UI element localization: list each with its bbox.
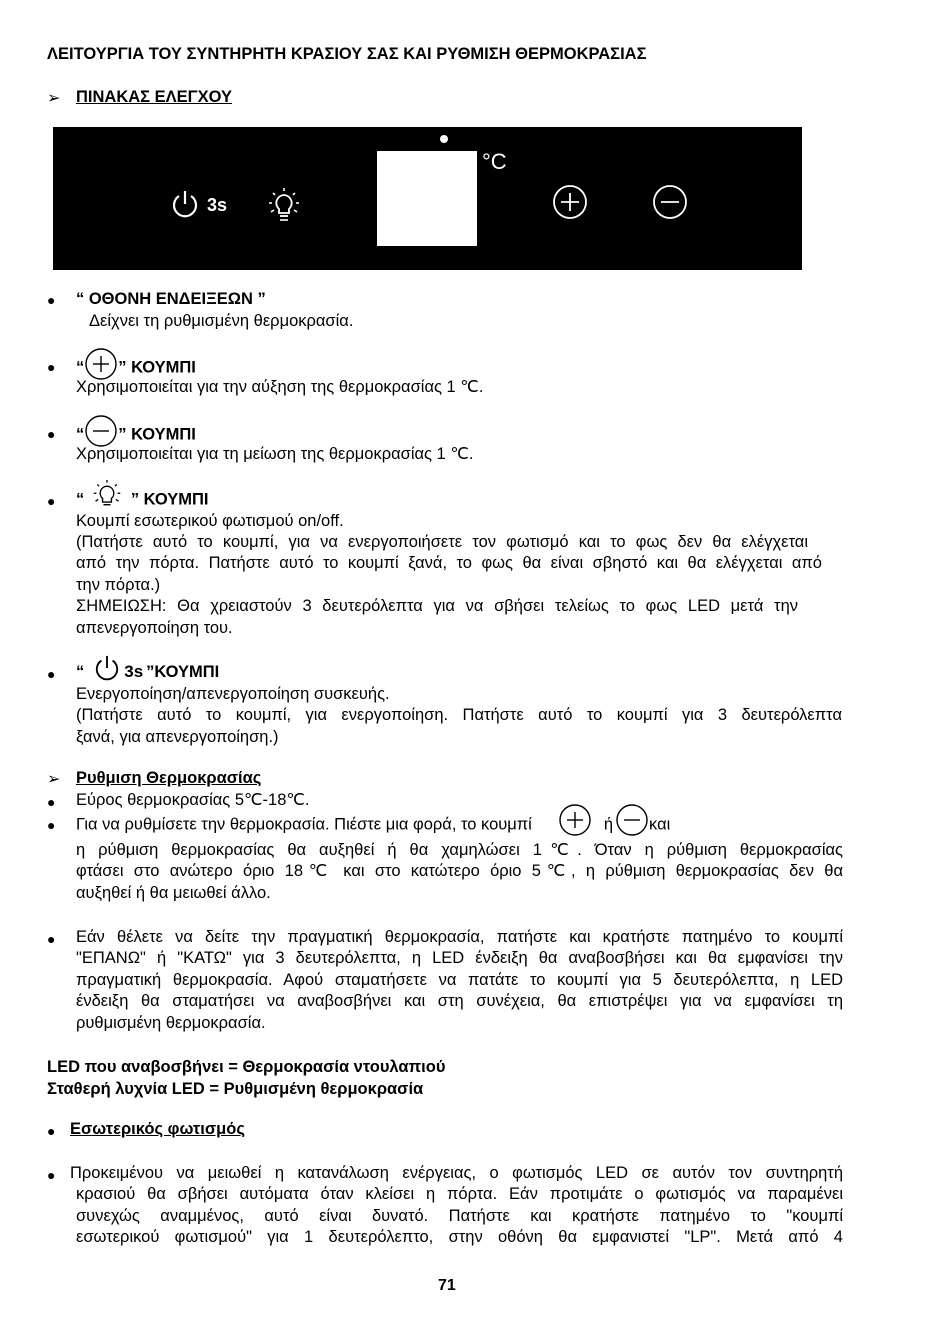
quote-open: “ xyxy=(76,358,85,377)
light-item-line: την πόρτα.) xyxy=(76,576,161,594)
section-heading-control-panel: ΠΙΝΑΚΑΣ ΕΛΕΓΧΟΥ xyxy=(76,88,232,106)
bullet-icon: ● xyxy=(47,931,56,947)
minus-item-desc: Χρησιμοποιείται για τη μείωση της θερμοκρασίας 1 ℃. xyxy=(76,445,474,463)
power-icon xyxy=(171,189,199,219)
adjust-intro xyxy=(76,813,670,837)
light-item-label: ” ΚΟΥΜΠΙ xyxy=(126,490,209,509)
page-title: ΛΕΙΤΟΥΡΓΙΑ ΤΟΥ ΣΥΝΤΗΡΗΤΗ ΚΡΑΣΙΟΥ ΣΑΣ ΚΑΙ ΡΥΘΜΙΣΗ ΘΕΡΜΟΚΡΑΣΙΑΣ xyxy=(47,45,647,63)
indicator-dot xyxy=(440,135,448,143)
power-item-heading xyxy=(76,661,219,683)
quote-open: “ xyxy=(76,490,85,509)
bullet-icon: ● xyxy=(47,817,56,833)
actual-temp-line: "ΕΠΑΝΩ" ή "ΚΑΤΩ" για 3 δευτερόλεπτα, η LED ένδειξη θα αναβοσβήσει και θα εμφανίσει την xyxy=(76,949,843,967)
bullet-icon: ● xyxy=(47,1123,56,1139)
display-item-desc: Δείχνει τη ρυθμισμένη θερμοκρασία. xyxy=(89,312,354,330)
power-duration-label: 3s xyxy=(207,195,228,215)
quote-open: “ xyxy=(76,425,85,444)
bullet-icon: ● xyxy=(47,666,56,682)
actual-temp-line: ρυθμισμένη θερμοκρασία. xyxy=(76,1014,266,1032)
adjust-line: αυξηθεί ή θα μειωθεί άλλο. xyxy=(76,884,271,902)
minus-icon xyxy=(615,803,649,837)
or-text: ή xyxy=(603,815,614,834)
lighting-line: κρασιού θα σβήσει αυτόματα όταν κλείσει η πόρτα. Εάν προτιμάτε ο φωτισμός να παραμένει xyxy=(76,1185,843,1203)
lighting-line: Προκειμένου να μειωθεί η κατανάλωση ενέργειας, ο φωτισμός LED σε αυτόν τον συντηρητή xyxy=(70,1164,843,1182)
light-bulb-icon xyxy=(267,187,301,223)
power-item-line: (Πατήστε αυτό το κουμπί, για ενεργοποίηση. Πατήστε αυτό το κουμπί για 3 δευτερόλεπτα xyxy=(76,706,842,724)
lighting-line: εσωτερικού φωτισμού" για 1 δευτερόλεπτο, στην οθόνη θα εμφανιστεί "LP". Μετά από 4 xyxy=(76,1228,843,1246)
temperature-display xyxy=(377,151,477,246)
panel-plus-button-icon xyxy=(552,184,588,220)
adjust-line: η ρύθμιση θερμοκρασίας θα αυξηθεί ή θα χαμηλώσει 1℃. Όταν η ρύθμιση θερμοκρασίας xyxy=(76,841,843,859)
actual-temp-line: πραγματική θερμοκρασία. Αφού σταματήσετε να πατάτε το κουμπί για 5 δευτερόλεπτα, η LED xyxy=(76,971,843,989)
bullet-icon: ● xyxy=(47,359,56,375)
led-note-flashing: LED που αναβοσβήνει = Θερμοκρασία ντουλαπιού xyxy=(47,1058,446,1076)
light-item-line: (Πατήστε αυτό το κουμπί, για να ενεργοποιήσετε τον φωτισμό και το φως δεν θα ελέγχεται xyxy=(76,533,808,551)
adjust-text: Για να ρυθμίσετε την θερμοκρασία. Πιέστε μια φορά, το κουμπί xyxy=(76,815,532,834)
page-number: 71 xyxy=(438,1277,456,1294)
plus-item-label: ” ΚΟΥΜΠΙ xyxy=(118,358,196,377)
power-item-line: ξανά, για απενεργοποίηση.) xyxy=(76,728,279,746)
light-item-line: Κουμπί εσωτερικού φωτισμού on/off. xyxy=(76,512,344,530)
and-text: και xyxy=(649,815,671,834)
bullet-icon: ● xyxy=(47,794,56,810)
control-panel-image xyxy=(53,127,802,270)
plus-icon xyxy=(558,803,592,837)
section-heading-temperature: Ρυθμιση Θερμοκρασίας xyxy=(76,769,262,787)
lighting-line: συνεχώς αναμμένος, αυτό είναι δυνατό. Πατήστε και κρατήστε πατημένο το "κουμπί xyxy=(76,1207,843,1225)
light-item-line: ΣΗΜΕΙΩΣΗ: Θα χρειαστούν 3 δευτερόλεπτα για να σβήσει τελείως το φως LED μετά την xyxy=(76,597,798,615)
plus-icon xyxy=(84,347,118,381)
plus-item-desc: Χρησιμοποιείται για την αύξηση της θερμοκρασίας 1 ℃. xyxy=(76,378,484,396)
light-bulb-icon xyxy=(92,479,122,511)
temperature-range: Εύρος θερμοκρασίας 5℃-18℃. xyxy=(76,791,310,809)
bullet-icon: ● xyxy=(47,1167,56,1183)
power-item-line: Ενεργοποίηση/απενεργοποίηση συσκευής. xyxy=(76,685,390,703)
bullet-icon: ● xyxy=(47,426,56,442)
minus-item-label: ” ΚΟΥΜΠΙ xyxy=(118,425,196,444)
light-item-line: από την πόρτα. Πατήστε αυτό το κουμπί ξανά, το φως θα είναι σβηστό και θα ελέγχεται από xyxy=(76,554,822,572)
light-item-line: απενεργοποίηση του. xyxy=(76,619,233,637)
section-heading-lighting: Εσωτερικός φωτισμός xyxy=(70,1120,245,1138)
power-icon xyxy=(94,654,120,682)
celsius-unit: °C xyxy=(482,149,507,174)
minus-icon xyxy=(84,414,118,448)
quote-open: “ xyxy=(76,663,85,681)
arrow-bullet-icon: ➢ xyxy=(47,771,61,788)
panel-minus-button-icon xyxy=(652,184,688,220)
bullet-icon: ● xyxy=(47,493,56,509)
power-icon-label: 3s xyxy=(124,662,144,681)
arrow-bullet-icon: ➢ xyxy=(47,90,61,107)
led-note-steady: Σταθερή λυχνία LED = Ρυθμισμένη θερμοκρασία xyxy=(47,1080,424,1098)
display-item-heading: “ ΟΘΟΝΗ ΕΝΔΕΙΞΕΩΝ ” xyxy=(76,290,266,308)
bullet-icon: ● xyxy=(47,292,56,308)
adjust-line: φτάσει στο ανώτερο όριο 18℃ και στο κατώτερο όριο 5℃, η ρύθμιση θερμοκρασίας δεν θα xyxy=(76,862,843,880)
actual-temp-line: Εάν θέλετε να δείτε την πραγματική θερμοκρασία, πατήστε και κρατήστε πατημένο το κουμπί xyxy=(76,928,843,946)
power-item-label: ”ΚΟΥΜΠΙ xyxy=(146,663,220,681)
light-item-heading xyxy=(76,489,208,511)
actual-temp-line: ένδειξη θα σταματήσει να αναβοσβήνει και στη συνέχεια, θα επιστρέψει για να εμφανίσει τη xyxy=(76,992,843,1010)
